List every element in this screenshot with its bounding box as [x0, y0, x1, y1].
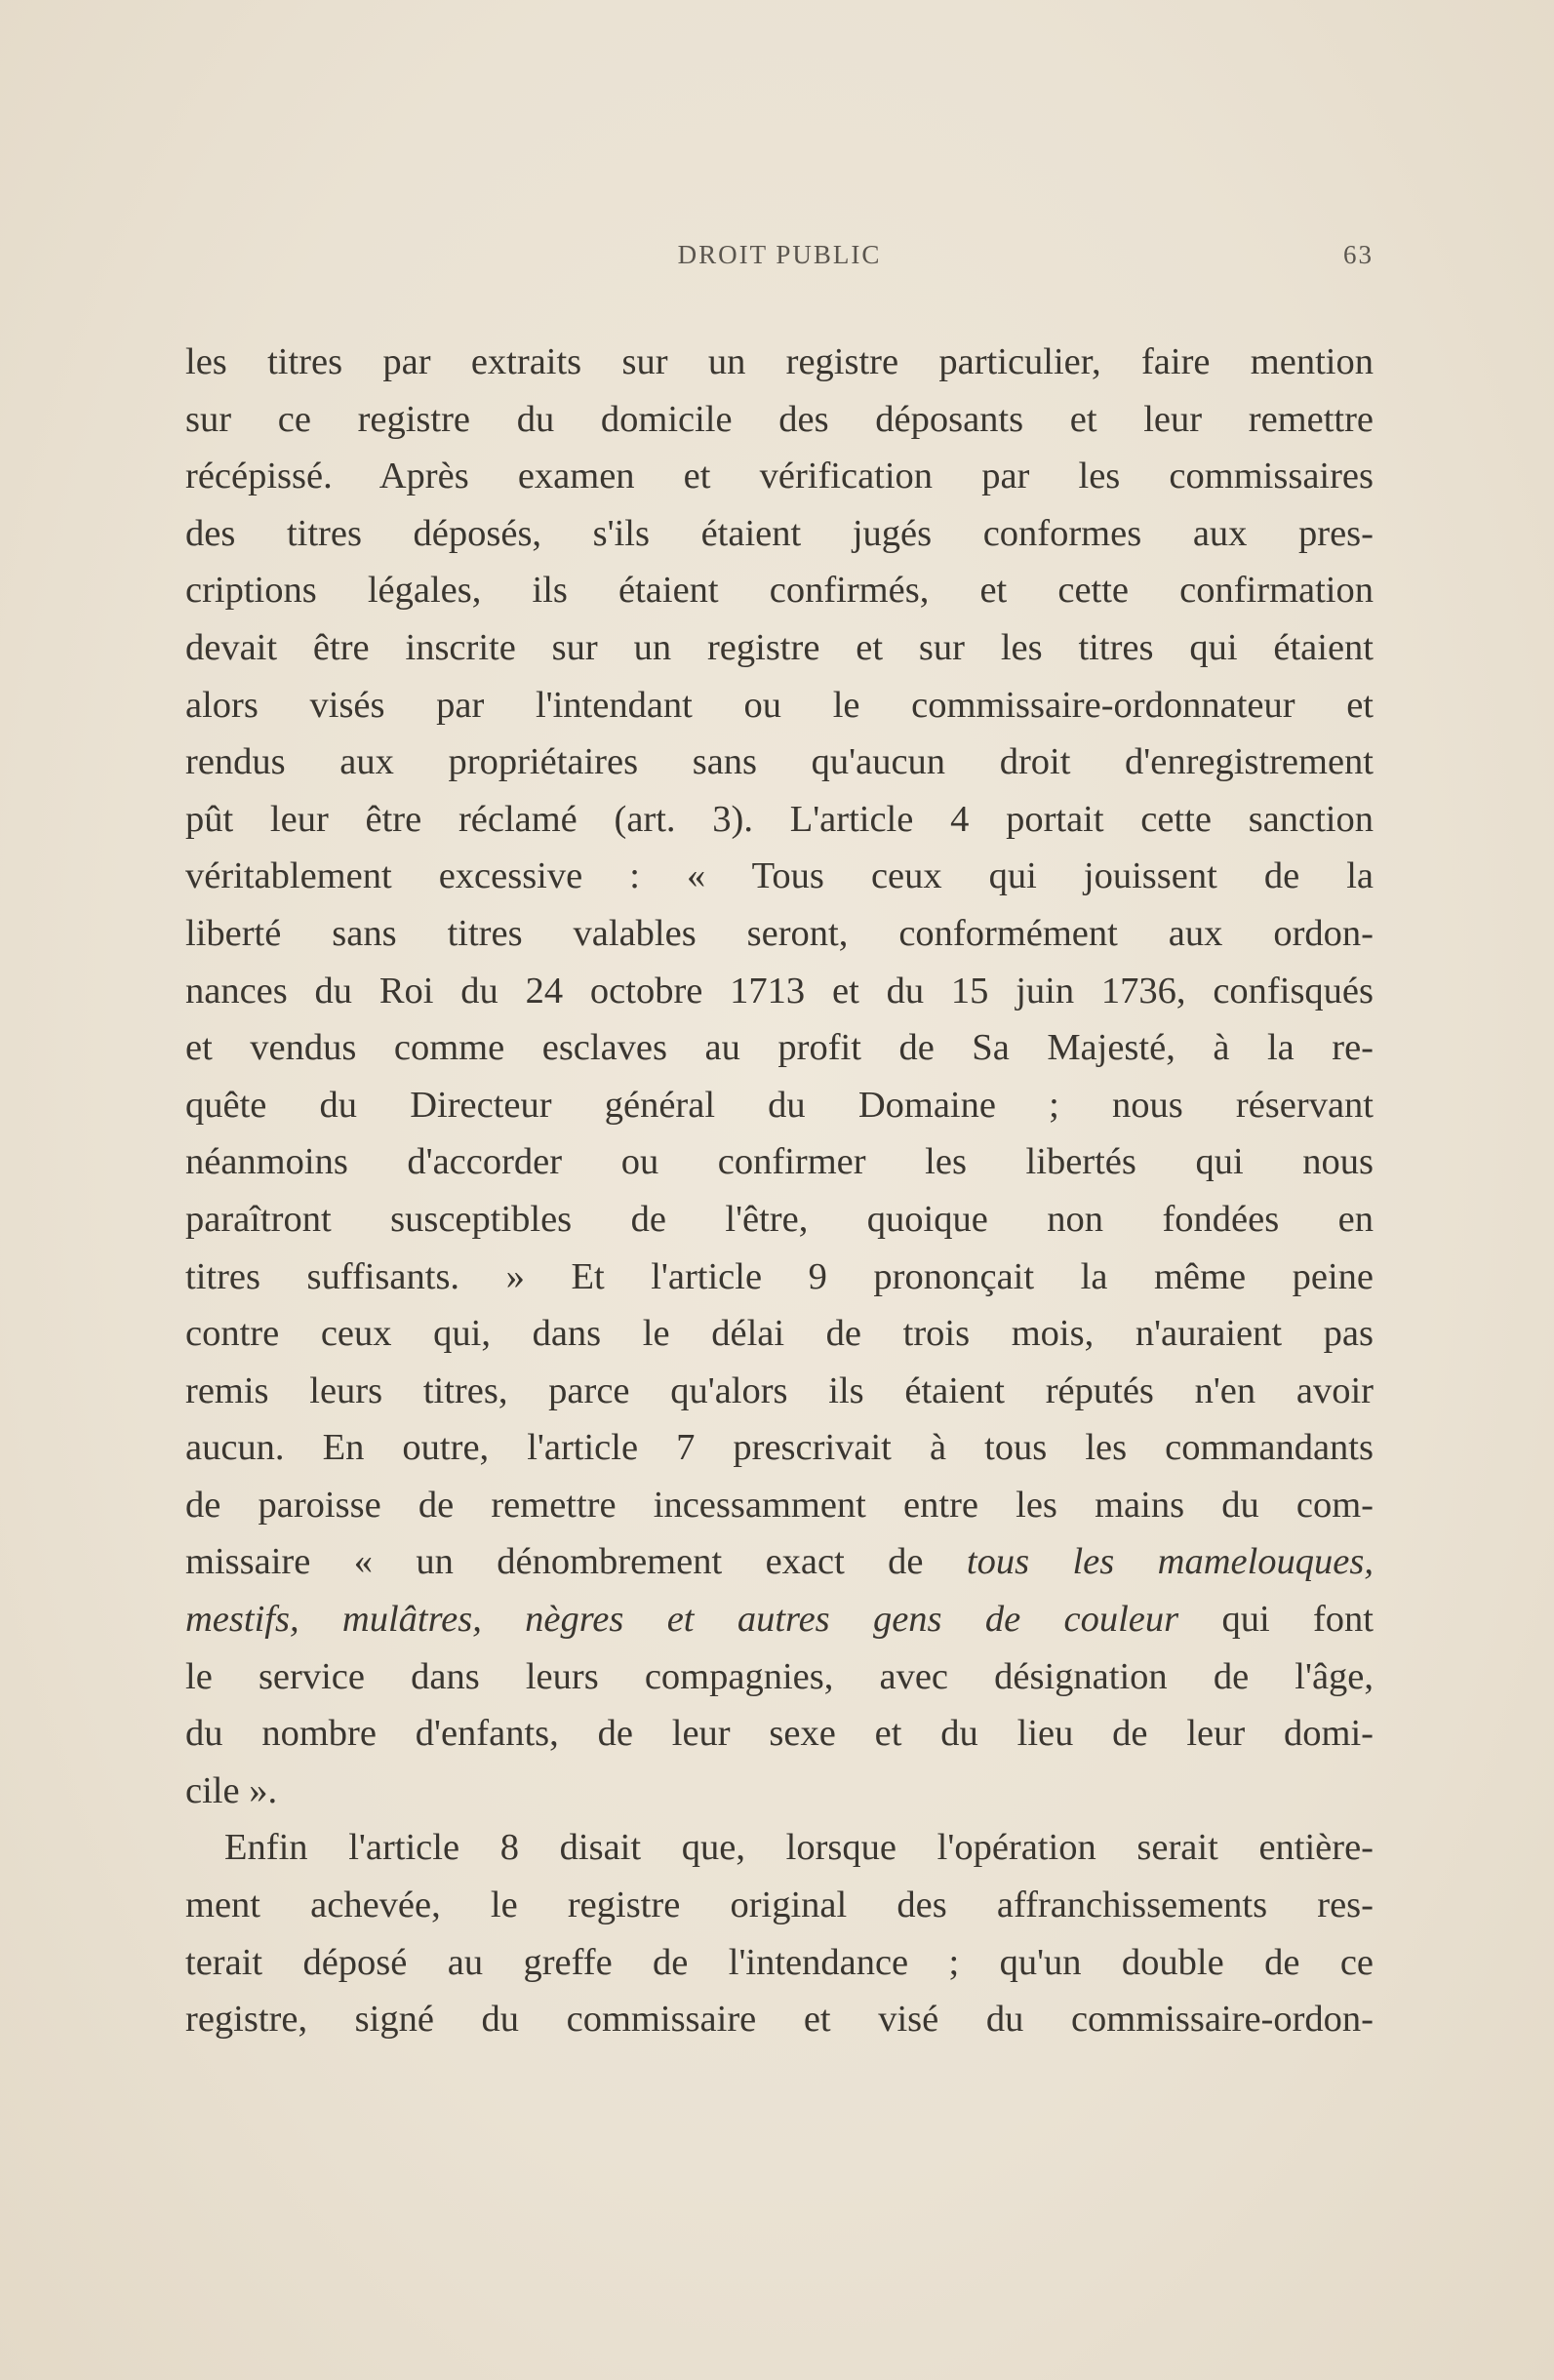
text-line	[185, 1591, 1374, 1648]
text-segment: pût leur être réclamé (art. 3). L'article 4 portait cette sanction	[185, 798, 1374, 840]
text-segment: aucun. En outre, l'article 7 prescrivait à tous les commandants	[185, 1427, 1374, 1469]
text-segment: registre, signé du commissaire et visé du commissaire-ordon-	[185, 1999, 1374, 2041]
text-line	[185, 848, 1374, 905]
italic-segment: tous les mamelouques,	[966, 1541, 1374, 1583]
text-line	[185, 391, 1374, 449]
text-line	[185, 1419, 1374, 1477]
text-line	[185, 1019, 1374, 1077]
text-line	[185, 905, 1374, 963]
text-segment: sur ce registre du domicile des déposants et leur remettre	[185, 398, 1374, 440]
text-segment: et vendus comme esclaves au profit de Sa Majesté, à la re-	[185, 1027, 1374, 1069]
text-line	[185, 505, 1374, 563]
text-line	[185, 1991, 1374, 2048]
text-segment: de paroisse de remettre incessamment entre les mains du com-	[185, 1484, 1374, 1526]
text-segment: liberté sans titres valables seront, conformément aux ordon-	[185, 912, 1374, 954]
text-segment: contre ceux qui, dans le délai de trois mois, n'auraient pas	[185, 1313, 1374, 1355]
text-segment: cile ».	[185, 1769, 278, 1811]
text-line	[185, 1363, 1374, 1420]
text-segment: criptions légales, ils étaient confirmés, et cette confirmation	[185, 570, 1374, 612]
text-line	[185, 1133, 1374, 1191]
text-line	[185, 334, 1374, 391]
text-segment: ment achevée, le registre original des affranchissements res-	[185, 1884, 1374, 1926]
text-line	[185, 619, 1374, 677]
text-segment: alors visés par l'intendant ou le commissaire-ordonnateur et	[185, 684, 1374, 726]
text-segment: paraîtront susceptibles de l'être, quoique non fondées en	[185, 1198, 1374, 1240]
text-segment: remis leurs titres, parce qu'alors ils étaient réputés n'en avoir	[185, 1369, 1374, 1411]
page-header	[185, 240, 1374, 279]
text-line	[185, 1533, 1374, 1591]
text-line	[185, 1077, 1374, 1134]
text-line	[185, 677, 1374, 734]
text-line	[185, 1705, 1374, 1763]
text-line	[185, 1934, 1374, 1992]
text-segment: titres suffisants. » Et l'article 9 prononçait la même peine	[185, 1255, 1374, 1297]
text-line	[185, 1648, 1374, 1706]
text-segment: quête du Directeur général du Domaine ; nous réservant	[185, 1084, 1374, 1126]
text-segment: véritablement excessive : « Tous ceux qui jouissent de la	[185, 855, 1374, 897]
text-segment: qui font	[1178, 1599, 1374, 1641]
text-segment: des titres déposés, s'ils étaient jugés conformes aux pres-	[185, 512, 1374, 554]
paragraph	[185, 1819, 1374, 2047]
text-line	[185, 963, 1374, 1020]
text-line	[185, 1191, 1374, 1249]
text-segment: terait déposé au greffe de l'intendance ; qu'un double de ce	[185, 1941, 1374, 1983]
text-line	[185, 1763, 1374, 1820]
text-line	[185, 562, 1374, 619]
running-title: DROIT PUBLIC	[677, 240, 882, 269]
text-segment: missaire « un dénombrement exact de	[185, 1541, 967, 1583]
italic-segment: mestifs, mulâtres, nègres et autres gens de couleur	[185, 1599, 1179, 1641]
text-line	[185, 1477, 1374, 1534]
paragraph	[185, 334, 1374, 1819]
text-segment: du nombre d'enfants, de leur sexe et du lieu de leur domi-	[185, 1713, 1374, 1755]
text-line	[185, 1249, 1374, 1306]
text-segment: rendus aux propriétaires sans qu'aucun droit d'enregistrement	[185, 741, 1374, 783]
text-segment: le service dans leurs compagnies, avec désignation de l'âge,	[185, 1655, 1374, 1697]
text-line	[185, 734, 1374, 791]
text-segment: devait être inscrite sur un registre et sur les titres qui étaient	[185, 626, 1374, 668]
text-segment: Enfin l'article 8 disait que, lorsque l'opération serait entière-	[224, 1827, 1374, 1869]
body-text	[185, 334, 1374, 2048]
text-segment: les titres par extraits sur un registre particulier, faire mention	[185, 341, 1374, 382]
text-line	[185, 1305, 1374, 1363]
text-line	[185, 1819, 1374, 1877]
text-line	[185, 791, 1374, 849]
text-segment: nances du Roi du 24 octobre 1713 et du 15 juin 1736, confisqués	[185, 970, 1374, 1012]
page-number: 63	[1343, 240, 1374, 269]
text-line	[185, 448, 1374, 505]
text-segment: récépissé. Après examen et vérification par les commissaires	[185, 456, 1374, 497]
text-line	[185, 1877, 1374, 1934]
text-segment: néanmoins d'accorder ou confirmer les libertés qui nous	[185, 1141, 1374, 1183]
